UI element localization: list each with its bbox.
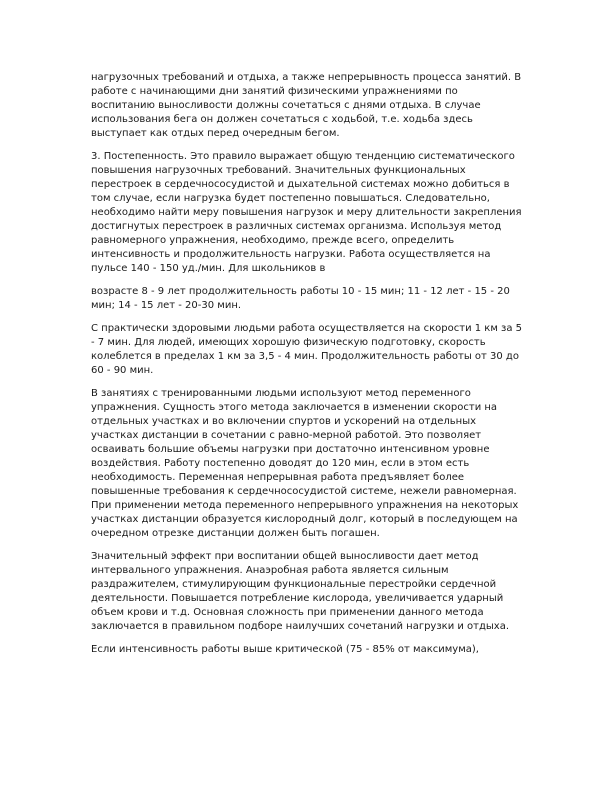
paragraph-intensity-critical: Если интенсивность работы выше критической (75 - 85% от максимума),: [91, 644, 479, 655]
paragraph-variable-method: В занятиях с тренированными людьми используют метод переменного упражнения. Сущность этого метода заключается в изменении скорости на отдельных участках и во включении спуртов и ускорений на отдельных участках дистанции в сочетании с равно-мерной работой. Это позволяет осваивать большие объемы нагрузки при достаточно интенсивном уровне воздействия. Работу постепенно доводят до 120 мин, если в этом есть необходимость. Переменная непрерывная работа предъявляет более повышенные требования к сердечнососудистой системе, нежели равномерная. При применении метода переменного непрерывного упражнения на некоторых участках дистанции образуется кислородный долг, который в последующем на очередном отрезке дистанции должен быть погашен.: [91, 388, 519, 539]
paragraph-gradualness: 3. Постепенность. Это правило выражает общую тенденцию систематического повышения нагрузочных требований. Значительных функциональных перестроек в сердечнососудистой и дыхательной системах можно добиться в том случае, если нагрузка будет постепенно повышаться. Следовательно, необходимо найти меру повышения нагрузок и меру длительности закрепления достигнутых перестроек в различных системах организма. Используя метод равномерного упражнения, необходимо, прежде всего, определить интенсивность и продолжительность нагрузки. Работа осуществляется на пульсе 140 - 150 уд./мин. Для школьников в: [91, 151, 522, 274]
paragraph-school-age-duration: возрасте 8 - 9 лет продолжительность работы 10 - 15 мин; 11 - 12 лет - 15 - 20 мин; 14 - 15 лет - 20-30 мин.: [91, 286, 510, 311]
document-body: [91, 71, 523, 666]
paragraph-healthy-people-speed: С практически здоровыми людьми работа осуществляется на скорости 1 км за 5 - 7 мин. Для людей, имеющих хорошую физическую подготовку, скорость колеблется в пределах 1 км за 3,5 - 4 мин. Продолжительность работы от 30 до 60 - 90 мин.: [91, 323, 523, 376]
paragraph-rest-and-load: нагрузочных требований и отдыха, а также непрерывность процесса занятий. В работе с начинающими дни занятий физическими упражнениями по воспитанию выносливости должны сочетаться с днями отдыха. В случае использования бега он должен сочетаться с ходьбой, т.е. ходьба здесь выступает как отдых перед очередным бегом.: [91, 72, 522, 139]
paragraph-interval-method: Значительный эффект при воспитании общей выносливости дает метод интервального упражнения. Анаэробная работа является сильным раздражителем, стимулирующим функциональные перестройки сердечной деятельности. Повышается потребление кислорода, увеличивается ударный объем крови и т.д. Основная сложность при применении данного метода заключается в правильном подборе наилучших сочетаний нагрузки и отдыха.: [91, 551, 510, 632]
